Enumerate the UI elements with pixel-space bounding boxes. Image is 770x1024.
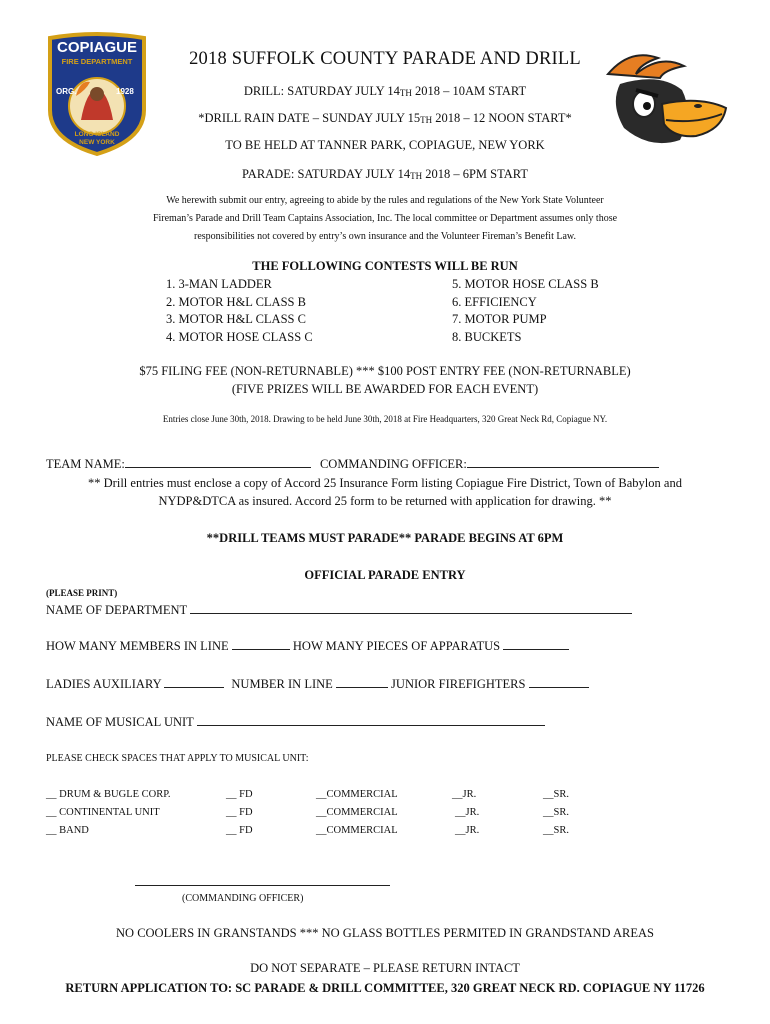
contest-item: 8. BUCKETS (452, 329, 522, 344)
please-print-label: (PLEASE PRINT) (46, 588, 118, 598)
return-address-line: RETURN APPLICATION TO: SC PARADE & DRILL COMMITTEE, 320 GREAT NECK RD. COPIAGUE NY 11726 (65, 981, 705, 995)
sr-checkbox[interactable]: __SR. (543, 807, 569, 818)
commanding-officer-signature-line[interactable] (135, 885, 390, 886)
team-name-field[interactable] (125, 457, 311, 468)
number-in-line-label: NUMBER IN LINE (231, 677, 333, 691)
contests-right-list (452, 276, 599, 346)
apparatus-field[interactable] (503, 639, 569, 650)
entries-close-line: Entries close June 30th, 2018. Drawing to be held June 30th, 2018 at Fire Headquarters, 320 Great Neck Rd, Copiague NY. (162, 414, 608, 424)
sr-checkbox[interactable]: __SR. (543, 789, 569, 800)
rain-date-line (0, 111, 770, 126)
contest-item: 3. MOTOR H&L CLASS C (166, 312, 306, 326)
parade-date-rest: 2018 – 6PM START (422, 167, 528, 181)
logo-place-1: LONG ISLAND (74, 131, 120, 138)
team-name-label: TEAM NAME: (46, 457, 125, 471)
members-label: HOW MANY MEMBERS IN LINE (46, 639, 229, 653)
sr-checkbox[interactable]: __SR. (543, 825, 569, 836)
intro-line-1: We herewith submit our entry, agreeing to abide by the rules and regulations of the New York State Volunteer (166, 195, 604, 206)
parade-date-suffix: TH (410, 171, 423, 181)
official-entry-heading: OFFICIAL PARADE ENTRY (304, 568, 466, 582)
must-parade-line: **DRILL TEAMS MUST PARADE** PARADE BEGINS AT 6PM (206, 531, 564, 545)
musical-unit-row (46, 715, 545, 730)
fd-checkbox[interactable]: __ FD (226, 789, 253, 800)
drill-date-rest: 2018 – 10AM START (411, 84, 527, 98)
jr-checkbox[interactable]: __JR. (455, 807, 480, 818)
logo-name: COPIAGUE (56, 39, 137, 56)
contest-item: 5. MOTOR HOSE CLASS B (452, 277, 599, 291)
intro-line-3: responsibilities not covered by entry’s own insurance and the Volunteer Fireman’s Benefit Law. (194, 231, 576, 242)
drill-date-suffix: TH (399, 88, 412, 98)
contests-heading: THE FOLLOWING CONTESTS WILL BE RUN (252, 259, 518, 273)
junior-firefighters-label: JUNIOR FIREFIGHTERS (391, 677, 526, 691)
apparatus-label: HOW MANY PIECES OF APPARATUS (292, 639, 501, 653)
musical-unit-label: NAME OF MUSICAL UNIT (46, 715, 194, 729)
contest-item: 2. MOTOR H&L CLASS B (166, 294, 306, 309)
team-name-row (46, 457, 659, 472)
rain-date-suffix: TH (420, 115, 433, 125)
logo-place-2: NEW YORK (79, 139, 115, 146)
ladies-auxiliary-label: LADIES AUXILIARY (46, 677, 162, 691)
intro-line-2: Fireman’s Parade and Drill Team Captains Association, Inc. The local committee or Department assumes only those (152, 213, 618, 224)
auxiliary-row (46, 677, 589, 692)
drill-date-line (0, 84, 770, 99)
drill-date-text: DRILL: SATURDAY JULY 14 (243, 84, 400, 98)
page-title: 2018 SUFFOLK COUNTY PARADE AND DRILL (189, 49, 581, 69)
unit-type-checkbox[interactable]: __ BAND (46, 825, 89, 836)
contest-item: 7. MOTOR PUMP (452, 312, 547, 326)
location-line: TO BE HELD AT TANNER PARK, COPIAGUE, NEW YORK (225, 138, 545, 152)
musical-unit-field[interactable] (197, 715, 545, 726)
check-spaces-label: PLEASE CHECK SPACES THAT APPLY TO MUSICAL UNIT: (46, 753, 309, 764)
fd-checkbox[interactable]: __ FD (226, 807, 253, 818)
commanding-officer-label: COMMANDING OFFICER: (319, 457, 467, 471)
junior-firefighters-field[interactable] (529, 677, 589, 688)
rain-date-text: *DRILL RAIN DATE – SUNDAY JULY 15 (198, 111, 421, 125)
contest-item: 1. 3-MAN LADDER (166, 277, 272, 291)
unit-type-checkbox[interactable]: __ DRUM & BUGLE CORP. (46, 789, 171, 800)
department-label: NAME OF DEPARTMENT (46, 603, 187, 617)
logo-sub: FIRE DEPARTMENT (61, 57, 133, 66)
members-row (46, 639, 569, 654)
parade-date-line (0, 167, 770, 182)
commercial-checkbox[interactable]: __COMMERCIAL (316, 825, 398, 836)
logo-year: 1928 (116, 87, 134, 96)
insurance-note-2: NYDP&DTCA as insured. Accord 25 form to be returned with application for drawing. ** (158, 494, 612, 508)
no-coolers-line: NO COOLERS IN GRANSTANDS *** NO GLASS BOTTLES PERMITED IN GRANDSTAND AREAS (116, 926, 654, 940)
commercial-checkbox[interactable]: __COMMERCIAL (316, 807, 398, 818)
jr-checkbox[interactable]: __JR. (452, 789, 477, 800)
fd-checkbox[interactable]: __ FD (226, 825, 253, 836)
commanding-officer-field[interactable] (467, 457, 659, 468)
contest-item: 4. MOTOR HOSE CLASS C (166, 329, 313, 344)
rain-date-rest: 2018 – 12 NOON START* (432, 111, 572, 125)
department-field[interactable] (190, 603, 632, 614)
ladies-auxiliary-field[interactable] (164, 677, 224, 688)
logo-org-label: ORG. (56, 87, 77, 96)
parade-date-text: PARADE: SATURDAY JULY 14 (241, 167, 411, 181)
signature-label: (COMMANDING OFFICER) (182, 893, 304, 904)
unit-type-checkbox[interactable]: __ CONTINENTAL UNIT (46, 807, 160, 818)
contest-item: 6. EFFICIENCY (452, 294, 537, 309)
number-in-line-field[interactable] (336, 677, 388, 688)
insurance-note-1: ** Drill entries must enclose a copy of Accord 25 Insurance Form listing Copiague Fire District, Town of Babylon and (88, 476, 682, 490)
jr-checkbox[interactable]: __JR. (455, 825, 480, 836)
department-row (46, 603, 632, 618)
do-not-separate-line: DO NOT SEPARATE – PLEASE RETURN INTACT (250, 961, 520, 975)
contests-left-list (166, 276, 313, 346)
commercial-checkbox[interactable]: __COMMERCIAL (316, 789, 398, 800)
members-field[interactable] (232, 639, 290, 650)
prizes-line: (FIVE PRIZES WILL BE AWARDED FOR EACH EVENT) (231, 382, 539, 396)
fees-line: $75 FILING FEE (NON-RETURNABLE) *** $100 POST ENTRY FEE (NON-RETURNABLE) (139, 364, 631, 378)
